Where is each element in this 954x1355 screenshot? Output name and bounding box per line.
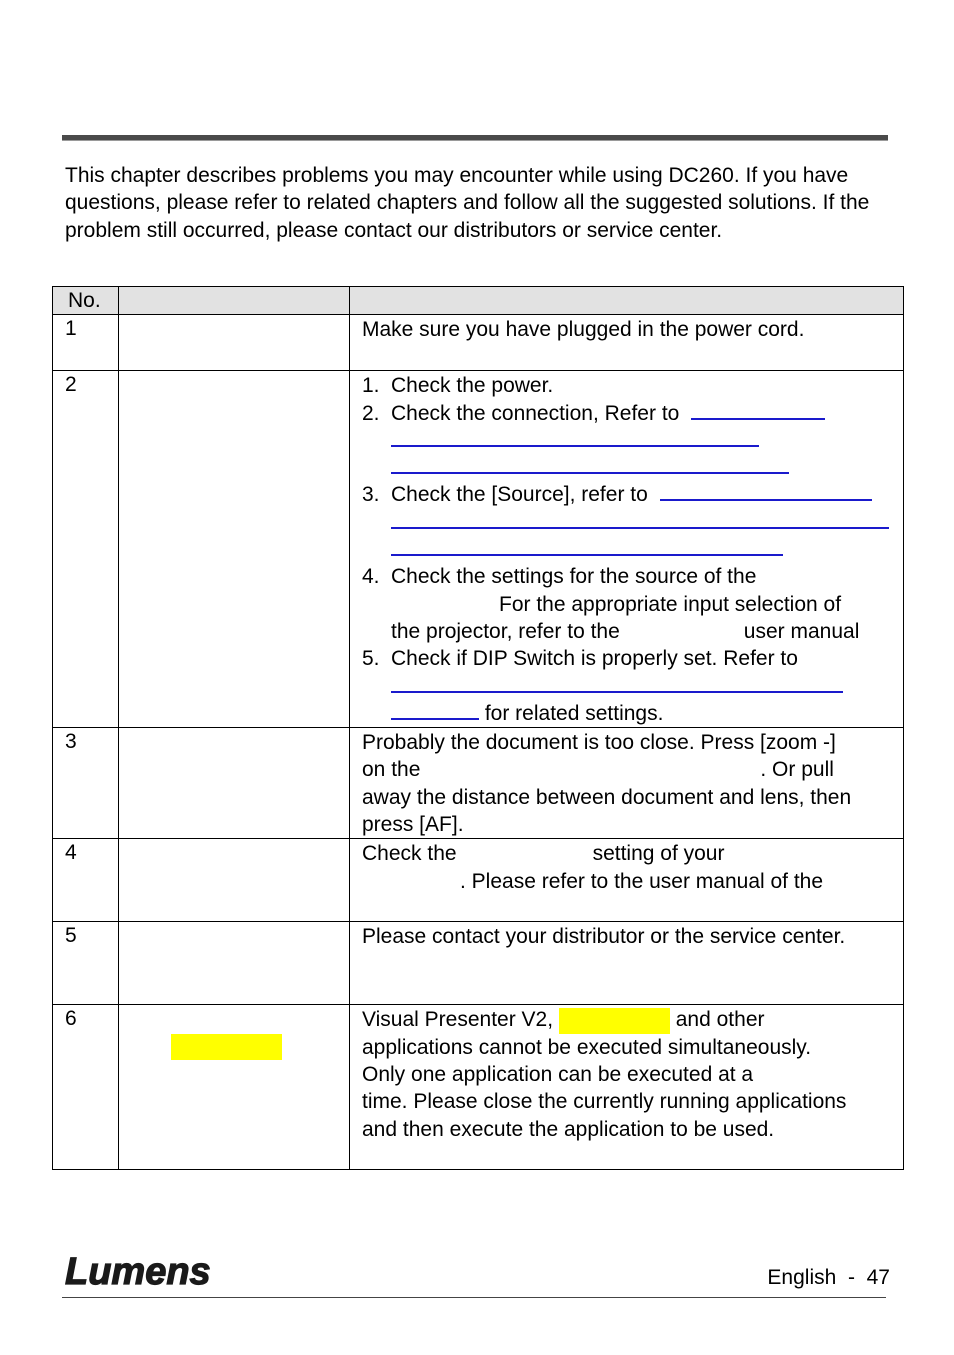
header-solution	[350, 287, 904, 315]
cross-reference-link[interactable]	[391, 427, 759, 447]
table-header-row	[53, 287, 904, 315]
row-number: 3	[53, 728, 119, 839]
table-row	[53, 371, 904, 728]
header-no: No.	[53, 287, 119, 315]
list-item: 4. Check the settings for the source of the	[362, 565, 757, 589]
row-number: 1	[53, 315, 119, 371]
problem-cell	[119, 728, 350, 839]
table-row	[53, 1005, 904, 1170]
problem-cell	[119, 315, 350, 371]
table-row	[53, 728, 904, 839]
table-row	[53, 922, 904, 1005]
table-row	[53, 315, 904, 371]
logo-text: Lumens	[65, 1251, 211, 1290]
lumens-logo	[63, 1250, 263, 1290]
cross-reference-link[interactable]	[691, 400, 825, 420]
problem-cell	[119, 839, 350, 922]
row-number: 5	[53, 922, 119, 1005]
solution-cell: Please contact your distributor or the service center.	[350, 922, 904, 1005]
list-item: 3. Check the [Source], refer to	[362, 481, 893, 508]
problem-cell	[119, 371, 350, 728]
list-item: 2. Check the connection, Refer to	[362, 400, 893, 427]
header-problem	[119, 287, 350, 315]
problem-cell	[119, 922, 350, 1005]
cross-reference-link[interactable]	[391, 700, 479, 720]
troubleshooting-table	[52, 286, 904, 1170]
list-item: 1. Check the power.	[362, 374, 554, 398]
cross-reference-link[interactable]	[391, 454, 789, 474]
highlight-mark	[559, 1008, 670, 1034]
list-item: 5. Check if DIP Switch is properly set. Refer to	[362, 647, 798, 671]
intro-paragraph: This chapter describes problems you may encounter while using DC260. If you have questions, please refer to related chapters and follow all the suggested solutions. If the problem still occurred, please contact our distributors or service center.	[65, 164, 870, 242]
solution-cell: Visual Presenter V2, and other applications cannot be executed simultaneously. Only one application can be executed at a time. Please close the currently running applications and then execute the application to be used.	[350, 1005, 904, 1170]
row-number: 6	[53, 1005, 119, 1170]
problem-cell	[119, 1005, 350, 1170]
table-row	[53, 839, 904, 922]
bottom-rule	[62, 1297, 886, 1298]
solution-cell: Check the setting of your . Please refer to the user manual of the	[350, 839, 904, 922]
row-number: 4	[53, 839, 119, 922]
cross-reference-link[interactable]	[391, 509, 889, 529]
highlight-mark	[171, 1034, 282, 1060]
top-rule	[62, 135, 888, 141]
page-number: English - 47	[767, 1266, 890, 1289]
row-number: 2	[53, 371, 119, 728]
cross-reference-link[interactable]	[391, 536, 783, 556]
cross-reference-link[interactable]	[391, 673, 843, 693]
solution-cell: 1. Check the power. 2. Check the connection, Refer to 3. Check the [Source], refer to 4. Check the settings for the source of the For the appropriate input selection of the projector, refer to the user manual 5. Check if DIP Switch is properly set. Refer to for related settings.	[350, 371, 904, 728]
solution-cell: Make sure you have plugged in the power cord.	[350, 315, 904, 371]
solution-cell: Probably the document is too close. Press [zoom -] on the . Or pull away the distance between document and lens, then press [AF].	[350, 728, 904, 839]
cross-reference-link[interactable]	[660, 481, 872, 501]
